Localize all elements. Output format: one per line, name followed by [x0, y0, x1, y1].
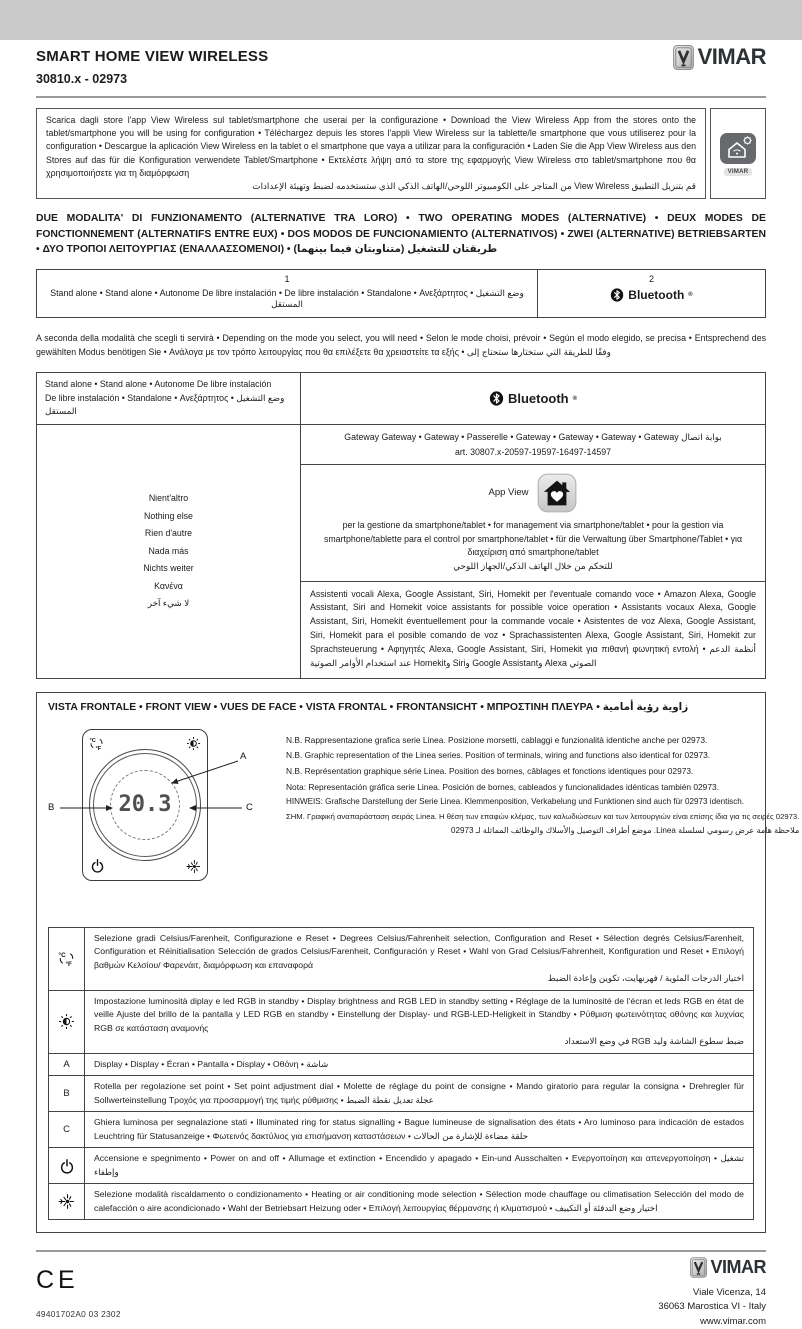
power-icon: [49, 1148, 85, 1183]
nothing-item: Nichts weiter: [143, 563, 194, 574]
vimar-wordmark: VIMAR: [710, 1257, 766, 1278]
app-view-row: [313, 473, 753, 513]
vimar-wordmark: VIMAR: [697, 44, 766, 69]
vimar-logo: [673, 44, 766, 70]
legend-text: [85, 1076, 753, 1111]
legend-text-main: Selezione gradi Celsius/Farenheit, Configurazione e Reset • Degrees Celsius/Fahrenheit selection, Configuration and Reset • Sélection degrés Celsius/Farenheit, Configuration et Réinitialisation Selección de grados Celsius/Farenheit, Configuración y Reset • Wahl von Grad Celsius/Fahrenheit, Konfiguration und Reset • Επιλογή βαθμών Κελσίου/ Φαρενάιτ, διαμόρφωση και επαναφορά: [94, 932, 744, 970]
legend-text: [85, 1112, 753, 1147]
label-c: C: [246, 801, 253, 813]
voice-assistants-arabic: أنظمة الدعم الصوتي Alexa وGoogle Assistant وSiri وHomekit عند استخدام الأوامر الصوتية: [310, 644, 756, 669]
address-line2: 36063 Marostica VI - Italy: [658, 1301, 766, 1313]
bluetooth-header-cell: [301, 373, 765, 425]
legend-text: [85, 1184, 753, 1219]
legend-key-a: A: [49, 1054, 85, 1075]
svg-text:°F: °F: [95, 745, 102, 751]
bluetooth-icon: [610, 288, 624, 302]
page: [0, 44, 802, 1327]
requirements-table: [36, 372, 766, 679]
app-caption: VIMAR: [724, 168, 753, 176]
footer-brand-block: [658, 1257, 766, 1329]
address-line1: Viale Vicenza, 14: [692, 1287, 766, 1299]
legend-text-main: Display • Display • Écran • Pantalla • Display • Οθόνη •: [94, 1058, 304, 1069]
legend-text-main: Ghiera luminosa per segnalazione stati • Illuminated ring for status signalling • Bague lumineuse de signalisation des états • Aro luminoso para indicación de estados Leuchtring für Statusanzeige • Φωτεινός δακτύλιος για επισήμανση καταστάσεων •: [94, 1117, 744, 1141]
app-view-text: [313, 519, 753, 560]
product-code: 30810.x - 02973: [36, 72, 128, 86]
vimar-emblem-icon: [673, 45, 694, 70]
legend-text-main: Selezione modalità riscaldamento o condizionamento • Heating or air conditioning mode selection • Sélection mode chauffage ou climatisation Selección del modo de calefacción o aire acondicionado • Wahl der Betriebsart Heizung oder • Επιλογή λειτουργίας θέρμανσης ή κλιματισμού •: [94, 1189, 744, 1213]
legend-row-power: [49, 1147, 753, 1183]
nothing-item: Κανένα: [154, 580, 183, 591]
gateway-text: Gateway Gateway • Gateway • Passerelle • Gateway • Gateway • Gateway •: [344, 432, 642, 443]
device-display: [110, 770, 180, 840]
legend-text-main: Accensione e spegnimento • Power on and off • Allumage et extinction • Encendido y apagado • Ein-und Ausschalten • Ενεργοποίηση και απενεργοποίηση •: [94, 1153, 717, 1164]
legend-row-heatcool: [49, 1183, 753, 1219]
app-view-text-main: per la gestione da smartphone/tablet • for management via smartphone/tablet • pour la gestion via smartphone/tablette para el control por smartphone/tablet • für die Verwaltung über Smartphone/Tablet • για διαχείριση από smartphone/tablet: [323, 520, 743, 558]
standalone-line2-arabic: وضع التشغيل المستقل: [45, 392, 285, 417]
label-b: B: [48, 801, 55, 813]
temperature-readout: 20.3: [118, 792, 172, 818]
app-view-cell: [301, 465, 765, 582]
legend-text: [85, 1054, 753, 1075]
note-it: N.B. Rappresentazione grafica serie Linea. Posizione morsetti, cablaggi e funzionalità identiche anche per 02973.: [286, 734, 708, 745]
vimar-logo: [690, 1257, 767, 1278]
page-footer: [36, 1250, 766, 1327]
svg-text:°C: °C: [89, 738, 96, 745]
front-view-heading-arabic: زاوية رؤية أمامية: [602, 701, 689, 713]
note-de: HINWEIS: Grafische Darstellung der Serie Linea. Klemmenposition, Verkabelung und Funktionen sind auch für 02973 identisch.: [286, 797, 744, 807]
header-rule: [36, 96, 766, 98]
brightness-icon: [49, 991, 85, 1053]
note-es: Nota: Representación gráfica serie Linea. Posición de bornes, cableados y funcionalidades idénticas también 02973.: [286, 781, 719, 792]
note-fr: N.B. Représentation graphique série Linea. Position des bornes, câblages et fonctions identiques pour 02973.: [286, 766, 694, 777]
download-instructions-box: [36, 108, 706, 199]
celsius-fahrenheit-icon: [49, 928, 85, 990]
heating-cooling-icon: [49, 1184, 85, 1219]
legend-text: [85, 928, 753, 990]
depending-text: A seconda della modalità che scegli ti servirà • Depending on the mode you select, you will need • Selon le mode choisi, prévoir • Según el modo elegido, se precisa • Entsprechend des gewählten Modus benötigen Sie • Ανάλογα με τον τρόπο λειτουργίας που θα επιλέξετε θα χρειαστείτε τα εξής •: [36, 332, 766, 357]
thermostat-device: [82, 729, 208, 881]
svg-text:°C: °C: [58, 952, 66, 960]
bluetooth-label: Bluetooth: [507, 391, 569, 407]
bluetooth-logo: [610, 288, 692, 302]
standalone-line2-text: De libre instalación • Standalone • Ανεξάρτητος •: [45, 392, 234, 403]
view-wireless-app-icon: [719, 132, 757, 165]
gateway-arabic: بوابة اتصال Gateway: [643, 432, 722, 443]
legend-text-arabic: اختيار وضع التدفئة أو التكييف: [554, 1202, 658, 1213]
vimar-emblem-icon: [690, 1257, 707, 1278]
standalone-line1: Stand alone • Stand alone • Autonome De libre instalación: [45, 379, 272, 390]
power-icon: [90, 858, 105, 873]
legend-key-b: B: [49, 1076, 85, 1111]
legend-row-c: [49, 1111, 753, 1147]
app-view-text-arabic: للتحكم من خلال الهاتف الذكي/الجهاز اللوحي: [453, 560, 613, 571]
label-a: A: [240, 750, 247, 762]
page-header: [36, 44, 766, 98]
voice-assistants-cell: [301, 582, 765, 678]
legend-text-arabic: حلقة مضاءة للإشارة من الحالات: [413, 1130, 529, 1141]
bluetooth-label: Bluetooth: [628, 287, 685, 302]
download-section: [36, 108, 766, 199]
page-title: SMART HOME VIEW WIRELESS: [36, 48, 269, 65]
top-gray-bar: [0, 0, 802, 40]
svg-text:°F: °F: [65, 961, 72, 968]
mode-1-arabic: وضع التشغيل المستقل: [271, 287, 524, 309]
modes-heading-arabic: طريقتان للتشغيل (متناوبتان فيما بينهما): [293, 244, 498, 256]
mode-2-number: 2: [648, 273, 654, 284]
legend-row-celsius: [49, 928, 753, 990]
nothing-item: Rien d'autre: [144, 528, 193, 539]
download-text: Scarica dagli store l'app View Wireless sul tablet/smartphone che userai per la configurazione • Download the View Wireless App from the stores onto the tablet/smartphone you will be using for configuration • Téléchargez depuis les stores l'appli View Wireless sur la tablette/le smartphone que vous utiliserez pour la configuration • Descargue la aplicación View Wireless en la tablet o el smartphone que vaya a utilizar para la configuración • Laden Sie die App View Wireless aus den Stores auf das für die Konfiguration verwendete Tablet/Smartphone • Εκτελέστε λήψη από τα store της εφαρμογής View Wireless στο tablet/smartphone που θα χρησιμοποιήσετε για τη διαμόρφωση: [46, 115, 696, 178]
view-wireless-app-box: [710, 108, 766, 199]
front-view-body: [48, 725, 800, 915]
modes-heading: [36, 211, 766, 258]
front-view-notes: [278, 725, 799, 915]
heating-cooling-icon: [186, 859, 201, 874]
company-address: [658, 1286, 766, 1329]
nothing-item: Nothing else: [144, 510, 193, 521]
mode-1-number: 1: [284, 273, 290, 284]
legend-row-brightness: [49, 990, 753, 1053]
note-ar: ملاحظة هامة عرض رسومي لسلسلة Linea. موضع أطراف التوصيل والأسلاك والوظائف المماثلة لـ 02973: [450, 826, 800, 836]
front-view-section: [36, 692, 800, 1233]
bluetooth-reg: ®: [688, 291, 693, 298]
footer-rule: [36, 1250, 766, 1252]
legend-text-arabic: اختيار الدرجات المئوية / فهرنهايت، تكوين وإعادة الضبط: [547, 973, 744, 984]
standalone-line2: [45, 392, 292, 419]
depending-paragraph: [36, 332, 766, 359]
legend-text-main: Impostazione luminosità diplay e led RGB in standby • Display brightness and RGB LED in standby setting • Réglage de la luminosité de l'écran et leds RGB en état de veille Ajuste del brillo de la pantalla y LED RGB en standby • Einstellung der Display- und RGB-LED-Heligkeit in Standby • Ρύθμιση φωτεινότητας οθόνης και λυχνίας RGB σε κατάσταση αναμονής: [94, 995, 744, 1033]
mode-standalone-cell: [37, 270, 538, 317]
bluetooth-logo: [489, 391, 577, 406]
note-el: ΣΗΜ. Γραφική αναπαράσταση σειράς Linea. Η θέση των επαφών κλέμας, των καλωδιώσεων και των λειτουργιών είναι επίσης ίδια για τις σειρές 02973.: [286, 812, 800, 822]
legend-text-arabic: شاشة: [306, 1058, 329, 1069]
legend-text: [85, 991, 753, 1053]
document-code: 49401702A0 03 2302: [36, 1309, 121, 1320]
device-diagram: [48, 725, 278, 915]
legend-text-arabic: تشغيل وإطفاء: [94, 1153, 744, 1177]
nothing-item: Nient'altro: [148, 492, 189, 503]
nothing-item: Nada más: [148, 545, 189, 556]
legend-text: [85, 1148, 753, 1183]
mode-bluetooth-cell: [538, 270, 765, 317]
standalone-header-cell: [37, 373, 301, 425]
nothing-else-cell: [37, 425, 301, 678]
brightness-icon: [186, 736, 201, 751]
legend-text-arabic: عجلة تعديل نقطة الضبط: [346, 1094, 434, 1105]
gateway-line: [309, 430, 757, 445]
modes-heading-text: DUE MODALITA' DI FUNZIONAMENTO (ALTERNATIVE TRA LORO) • TWO OPERATING MODES (ALTERNATIVE) • DEUX MODES DE FONCTIONNEMENT (ALTERNATIFS ENTRE EUX) • DOS MODOS DE FUNCIONAMIENTO (ALTERNATIVOS) • ZWEI (ALTERNATIVE) BETRIEBSARTEN • ΔΥΟ ΤΡΟΠΟΙ ΛΕΙΤΟΥΡΓΙΑΣ (ΕΝΑΛΛΑΣΣΟΜΕΝΟΙ) •: [36, 213, 766, 256]
legend-row-b: [49, 1075, 753, 1111]
legend-table: [48, 927, 754, 1220]
celsius-fahrenheit-icon: [89, 736, 104, 751]
mode-1-text: Stand alone • Stand alone • Autonome De libre instalación • De libre instalación • Standalone • Ανεξάρτητος •: [50, 287, 474, 298]
legend-text-main: Rotella per regolazione set point • Set point adjustment dial • Molette de réglage du point de consigne • Mando giratorio para regular la consigna • Drehregler für Sollwerteinstellung Τροχός για προσαρμογή της τιμής ρύθμισης •: [94, 1081, 744, 1105]
modes-table: [36, 269, 766, 318]
bluetooth-reg: ®: [572, 395, 578, 402]
legend-row-a: [49, 1053, 753, 1075]
app-view-icon: [537, 473, 577, 513]
legend-text-arabic: ضبط سطوع الشاشة وليد RGB في وضع الاستعداد: [564, 1036, 744, 1047]
gateway-cell: [301, 425, 765, 465]
website: www.vimar.com: [700, 1315, 766, 1327]
app-view-label: App View: [488, 486, 529, 498]
depending-text-arabic: وفقًا للطريقة التي ستختارها ستحتاج إلى: [466, 346, 611, 357]
download-text-arabic: قم بتنزيل التطبيق View Wireless من المتاجر على الكومبيوتر اللوحي/الهاتف الذكي الذي ستستخدمه لضبط وتهيئة الإعدادات: [252, 180, 696, 191]
legend-key-c: C: [49, 1112, 85, 1147]
gateway-article-numbers: art. 30807.x-20597-19597-16497-14597: [454, 446, 612, 457]
front-view-heading: [48, 701, 754, 713]
note-en: N.B. Graphic representation of the Linea series. Position of terminals, wiring and functions also identical for 02973.: [286, 750, 711, 761]
bluetooth-icon: [489, 391, 504, 406]
voice-assistants-text: Assistenti vocali Alexa, Google Assistant, Siri, Homekit per l'eventuale comando voce • Amazon Alexa, Google Assistant, Siri and Homekit voice assistants for possible voice operation • Assistants vocaux Alexa, Google Assistant, Siri, Homekit éventuellement pour la commande vocale • Asistentes de voz Alexa, Google Assistant, Siri, Homekit para el posible comando de voz • Sprachassistenten Alexa, Google Assistant, Siri, Homekit zur Sprachsteuerung • Αφηγητές Alexa, Google Assistant, Siri, Homekit για πιθανή φωνητική εντολή •: [310, 588, 756, 655]
front-view-heading-text: VISTA FRONTALE • FRONT VIEW • VUES DE FACE • VISTA FRONTAL • FRONTANSICHT • ΜΠΡΟΣΤΙΝΗ ΠΛΕΥΡΑ •: [48, 701, 600, 713]
nothing-item-arabic: لا شيء آخر: [147, 598, 190, 609]
ce-mark: CE: [36, 1266, 79, 1295]
